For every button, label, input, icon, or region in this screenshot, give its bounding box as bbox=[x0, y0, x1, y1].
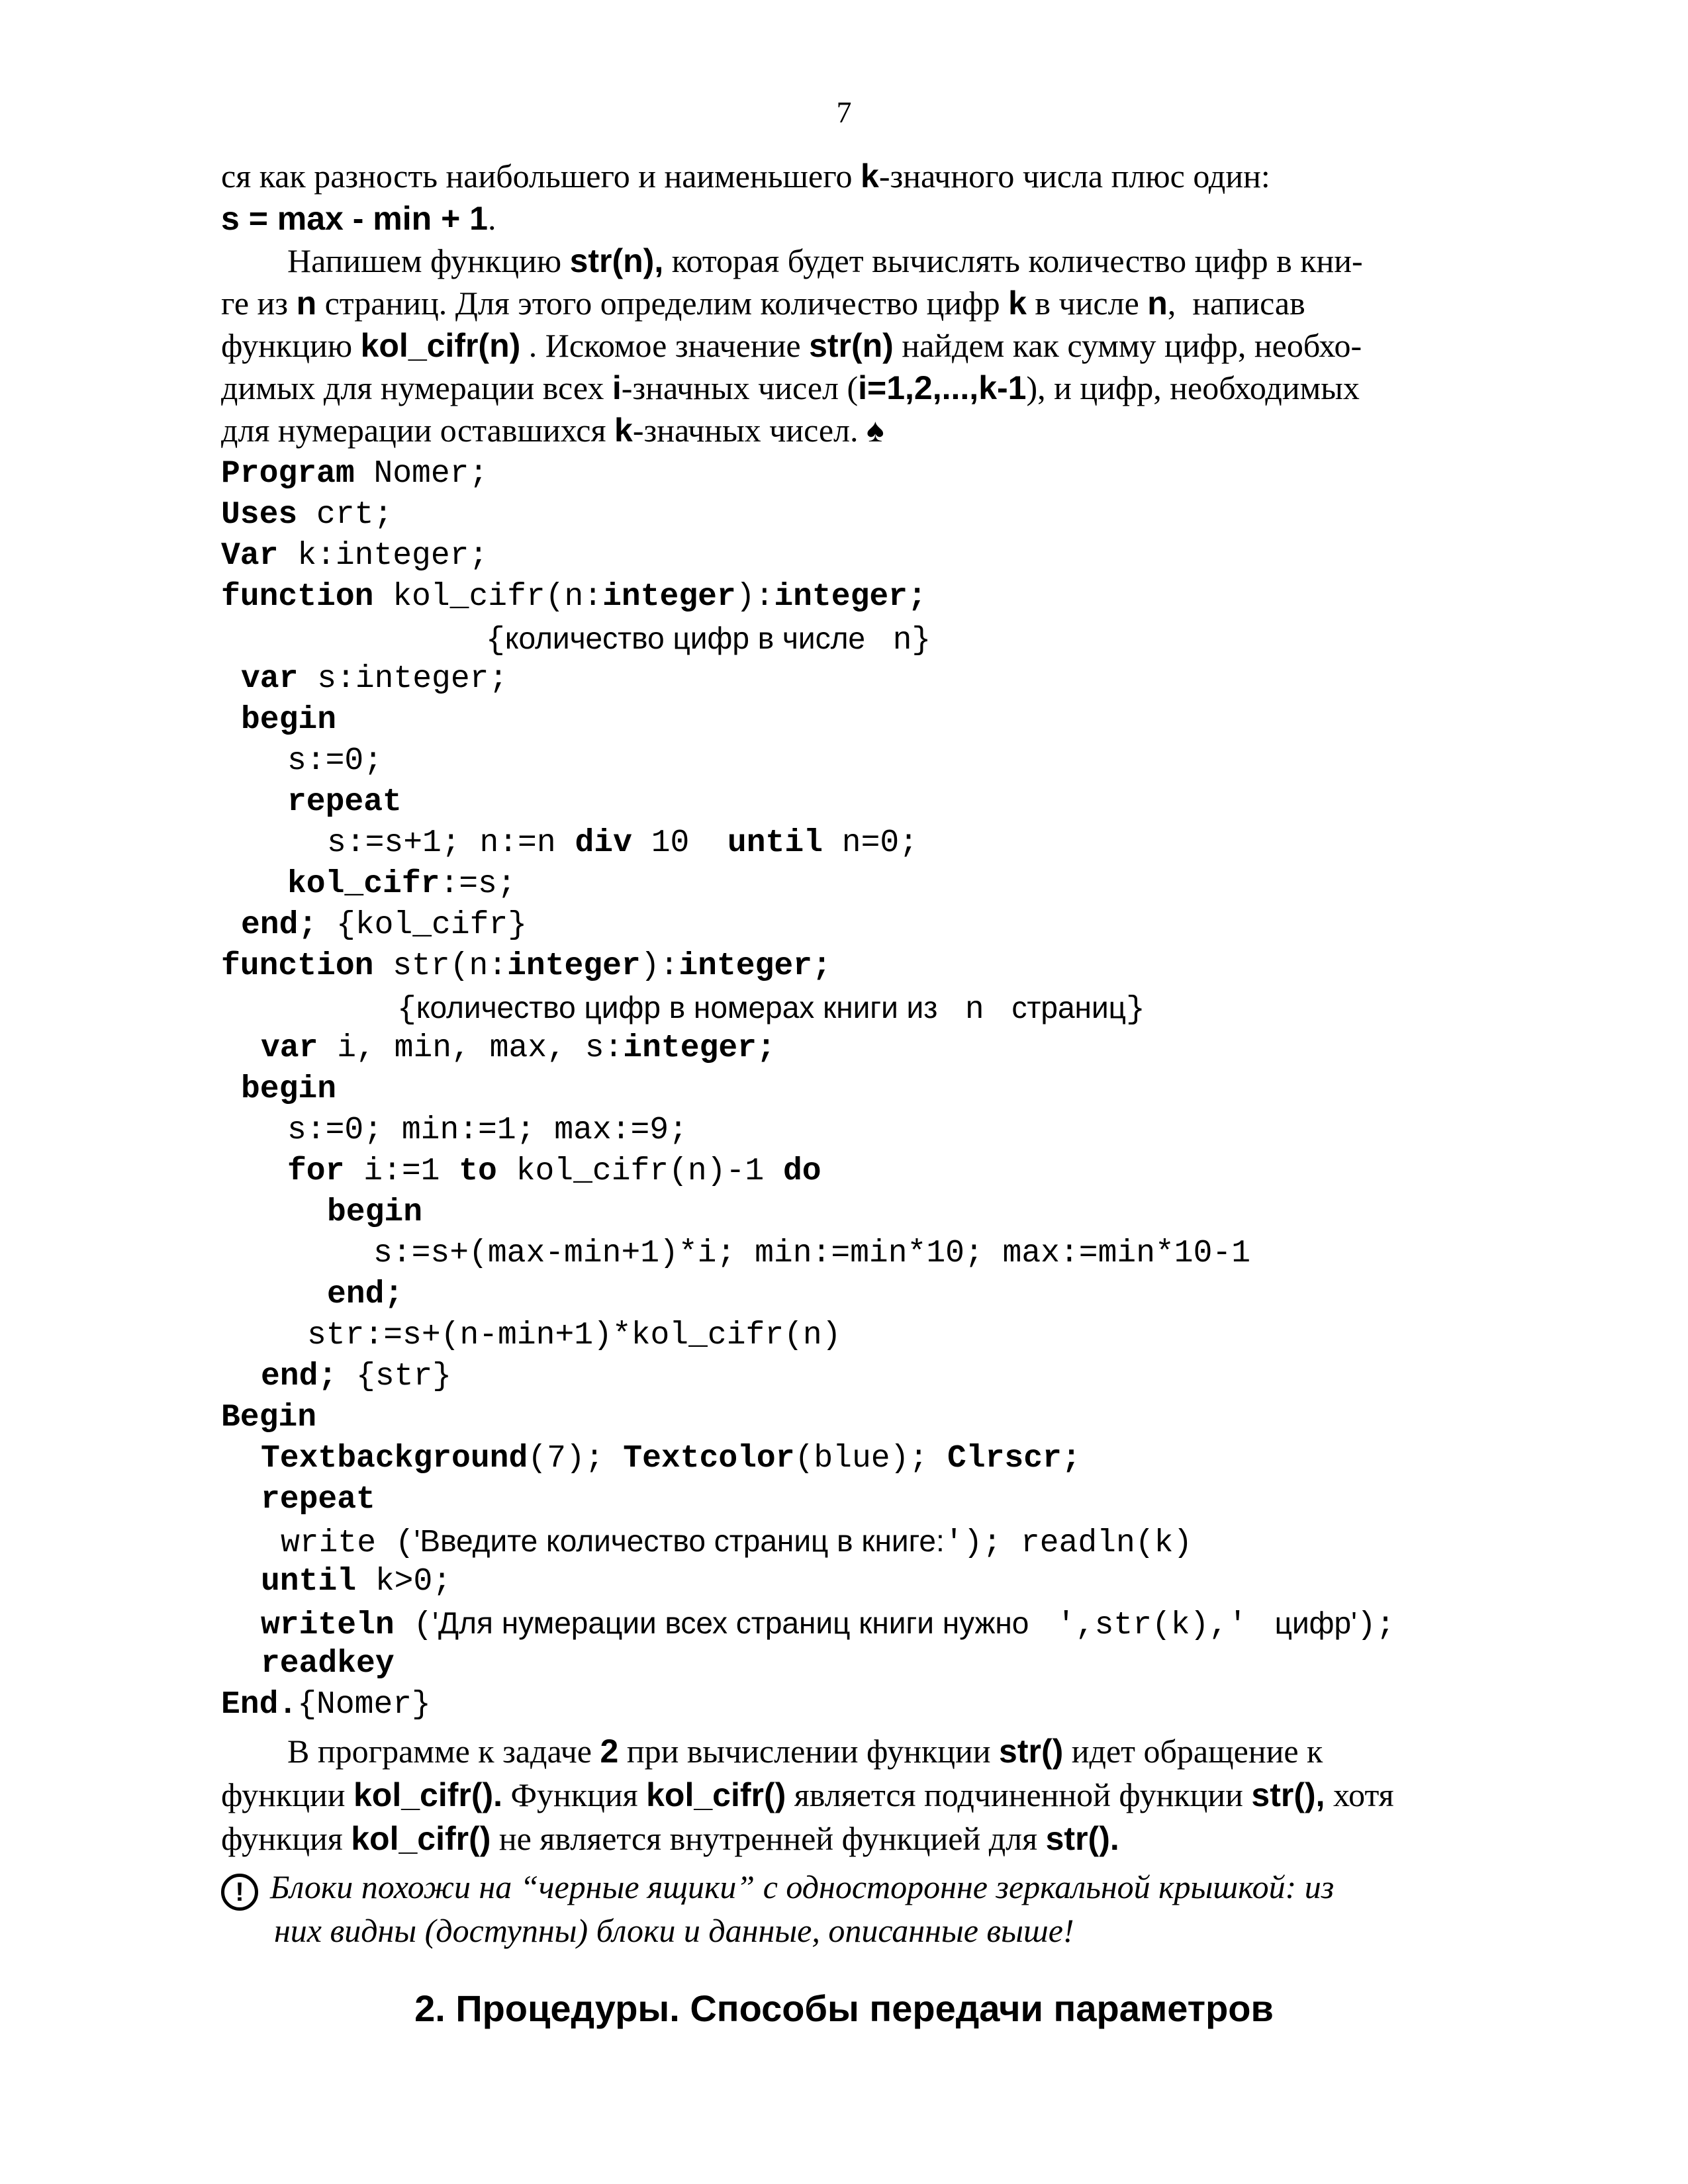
para1-line-1: Напишем функцию str(n), которая будет вычислять количество цифр в кни- bbox=[287, 242, 1363, 279]
code-line-readkey: readkey bbox=[261, 1646, 395, 1682]
formula-line: s = max - min + 1. bbox=[221, 200, 496, 237]
exclamation-circle-icon: ! bbox=[221, 1874, 258, 1911]
code-line-result-str: str:=s+(n-min+1)*kol_cifr(n) bbox=[307, 1318, 841, 1353]
code-line-var-s: var s:integer; bbox=[241, 661, 508, 697]
para2-line-1: В программе к задаче 2 при вычислении функции str() идет обращение к bbox=[287, 1733, 1323, 1770]
code-line-main-begin: Begin bbox=[221, 1400, 317, 1435]
code-line-begin-str: begin bbox=[241, 1071, 337, 1107]
code-line-repeat: repeat bbox=[287, 784, 402, 820]
code-line-loop-body: s:=s+1; n:=n div 10 until n=0; bbox=[327, 825, 918, 861]
code-line-for-body: s:=s+(max-min+1)*i; min:=min*10; max:=min*10-1 bbox=[373, 1236, 1251, 1271]
note-line-2: них видны (доступны) блоки и данные, описанные выше! bbox=[274, 1912, 1074, 1949]
code-line-init: s:=0; min:=1; max:=9; bbox=[287, 1113, 688, 1148]
code-line-var-str: var i, min, max, s:integer; bbox=[261, 1030, 776, 1066]
code-line-until: until k>0; bbox=[261, 1564, 452, 1600]
code-line-for: for i:=1 to kol_cifr(n)-1 do bbox=[287, 1154, 821, 1189]
code-line-end-kol-cifr: end; {kol_cifr} bbox=[241, 907, 528, 943]
code-line-function-str: function str(n:integer):integer; bbox=[221, 948, 831, 984]
para2-line-2: функции kol_cifr(). Функция kol_cifr() является подчиненной функции str(), хотя bbox=[221, 1776, 1394, 1813]
code-line-prompt: write ('Введите количество страниц в книге:'); readln(k) bbox=[281, 1524, 1193, 1561]
code-line-end-str: end; {str} bbox=[261, 1359, 452, 1394]
para1-line-4: димых для нумерации всех i-значных чисел (i=1,2,...,k-1), и цифр, необходимых bbox=[221, 369, 1360, 406]
code-line-program: Program Nomer; bbox=[221, 456, 489, 492]
code-line-function-kol-cifr: function kol_cifr(n:integer):integer; bbox=[221, 579, 927, 615]
code-comment-str: {количество цифр в номерах книги из n страниц} bbox=[397, 990, 1145, 1028]
para1-line-3: функцию kol_cifr(n) . Искомое значение str(n) найдем как сумму цифр, необхо- bbox=[221, 327, 1362, 364]
code-line-end-for: end; bbox=[327, 1277, 404, 1312]
code-line-begin: begin bbox=[241, 702, 337, 738]
code-line-uses: Uses crt; bbox=[221, 497, 393, 533]
para2-line-3: функция kol_cifr() не является внутренней функцией для str(). bbox=[221, 1820, 1119, 1857]
code-line-begin-for: begin bbox=[327, 1195, 423, 1230]
code-line-result-kol-cifr: kol_cifr:=s; bbox=[287, 866, 516, 902]
code-line-screen-setup: Textbackground(7); Textcolor(blue); Clrscr; bbox=[261, 1441, 1081, 1477]
code-line-s-zero: s:=0; bbox=[287, 743, 383, 779]
section-heading: 2. Процедуры. Способы передачи параметров bbox=[414, 1987, 1274, 2029]
note-line-1: ! Блоки похожи на “черные ящики” с односторонне зеркальной крышкой: из bbox=[221, 1865, 1512, 1911]
code-line-var: Var k:integer; bbox=[221, 538, 489, 574]
code-line-main-repeat: repeat bbox=[261, 1482, 375, 1518]
para1-line-5: для нумерации оставшихся k-значных чисел. ♠ bbox=[221, 412, 884, 449]
page-number: 7 bbox=[836, 95, 852, 129]
code-comment-kol-cifr: {количество цифр в числе n} bbox=[486, 621, 931, 659]
intro-line-1: ся как разность наибольшего и наименьшего k-значного числа плюс один: bbox=[221, 158, 1270, 195]
para1-line-2: ге из n страниц. Для этого определим количество цифр k в числе n, написав bbox=[221, 285, 1305, 322]
code-line-end: End.{Nomer} bbox=[221, 1687, 431, 1723]
code-line-writeln: writeln ('Для нумерации всех страниц книги нужно ',str(k),' цифр'); bbox=[261, 1606, 1395, 1643]
